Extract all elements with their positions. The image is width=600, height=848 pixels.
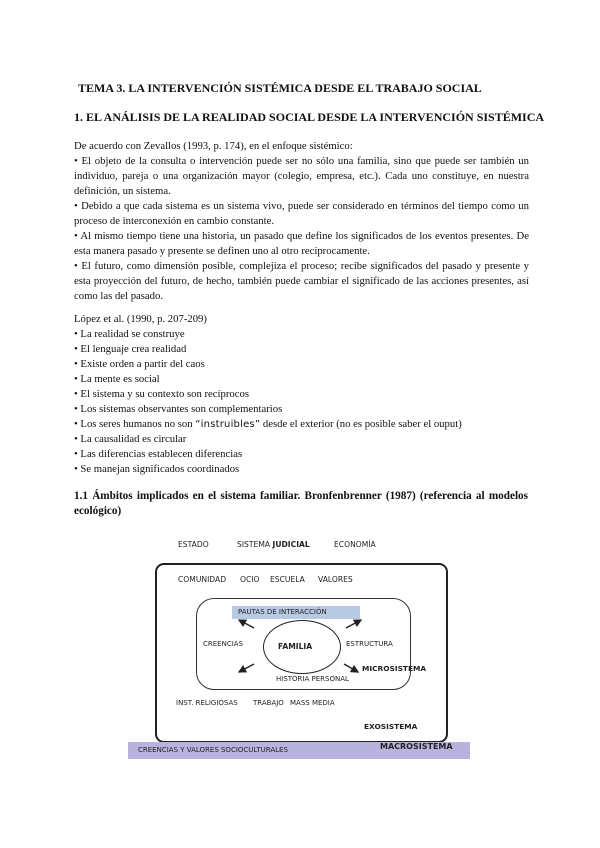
zevallos-bullet: • Debido a que cada sistema es un sistema vivo, puede ser considerado en términos del tiempo como un proceso de interconexión en cambio constante.: [74, 200, 529, 227]
lopez-bullet: • La realidad se construye: [74, 328, 185, 340]
instruibles-post: desde el exterior (no es posible saber el ouput): [260, 418, 462, 430]
zevallos-bullet: • El objeto de la consulta o intervención puede ser no sólo una familia, sino que puede ser también un individuo, pareja o una organización mayor (colegio, empresa, etc.). Cada uno constituye, en nuestra definición, un sistema.: [74, 155, 529, 197]
mass-media-label: MASS MEDIA: [290, 699, 335, 707]
lopez-intro: López et al. (1990, p. 207-209): [74, 313, 207, 325]
lopez-bullet: • El sistema y su contexto son recíprocos: [74, 388, 250, 400]
document-title: TEMA 3. LA INTERVENCIÓN SISTÉMICA DESDE EL TRABAJO SOCIAL: [78, 81, 482, 95]
zevallos-bullet: • El futuro, como dimensión posible, complejiza el proceso; recibe significados del pasado y presente y esta proyección del futuro, de hecho, también puede cambiar el significado de las acciones presentes, así como las del pasado.: [74, 260, 529, 302]
arrow-ul: [239, 620, 254, 628]
arrow-ur: [346, 620, 361, 628]
trabajo-label: TRABAJO: [253, 699, 284, 707]
judicial-word: JUDICIAL: [272, 540, 310, 549]
comunidad-label: COMUNIDAD: [178, 575, 227, 584]
lopez-bullet: • La causalidad es circular: [74, 433, 187, 445]
inst-religiosas-label: INST. RELIGIOSAS: [176, 699, 238, 707]
economia-label: ECONOMÍA: [334, 540, 376, 549]
arrow-ll: [239, 664, 254, 672]
sistema-word: SISTEMA: [237, 540, 271, 549]
ocio-label: OCIO: [240, 575, 260, 584]
estado-label: ESTADO: [178, 540, 209, 549]
escuela-label: ESCUELA: [270, 575, 305, 584]
instruibles-pre: • Los seres humanos no son: [74, 418, 196, 430]
creencias-label: CREENCIAS: [203, 640, 244, 648]
estructura-label: ESTRUCTURA: [346, 640, 393, 648]
microsistema-label: MICROSISTEMA: [362, 664, 427, 673]
lopez-bullet: • Se manejan significados coordinados: [74, 463, 240, 475]
instruibles-word: “instruibles”: [195, 419, 261, 430]
section-1-heading: 1. EL ANÁLISIS DE LA REALIDAD SOCIAL DESDE LA INTERVENCIÓN SISTÉMICA: [74, 110, 545, 124]
lopez-bullet: • El lenguaje crea realidad: [74, 343, 187, 355]
pautas-label: PAUTAS DE INTERACCIÓN: [238, 608, 327, 616]
arrow-lr: [344, 664, 358, 672]
lopez-bullet: • Las diferencias establecen diferencias: [74, 448, 243, 460]
valores-label: VALORES: [318, 575, 353, 584]
macro-band-label: CREENCIAS Y VALORES SOCIOCULTURALES: [138, 746, 288, 754]
lopez-bullet: • Existe orden a partir del caos: [74, 358, 205, 370]
section-1-1-heading: 1.1 Ámbitos implicados en el sistema familiar. Bronfenbrenner (1987) (referencia al modelos ecológico): [74, 490, 528, 517]
historia-label: HISTORIA PERSONAL: [276, 675, 349, 683]
zevallos-intro: De acuerdo con Zevallos (1993, p. 174), en el enfoque sistémico:: [74, 140, 353, 152]
zevallos-bullet: • Al mismo tiempo tiene una historia, un pasado que define los significados de los eventos presentes. De esta manera pasado y presente se definen uno al otro recíprocamente.: [74, 230, 529, 257]
lopez-bullet: • Los sistemas observantes son complementarios: [74, 403, 283, 415]
familia-label: FAMILIA: [278, 642, 313, 651]
exosistema-label: EXOSISTEMA: [364, 722, 418, 731]
lopez-bullet: • La mente es social: [74, 373, 160, 385]
macrosistema-label: MACROSISTEMA: [380, 742, 453, 751]
